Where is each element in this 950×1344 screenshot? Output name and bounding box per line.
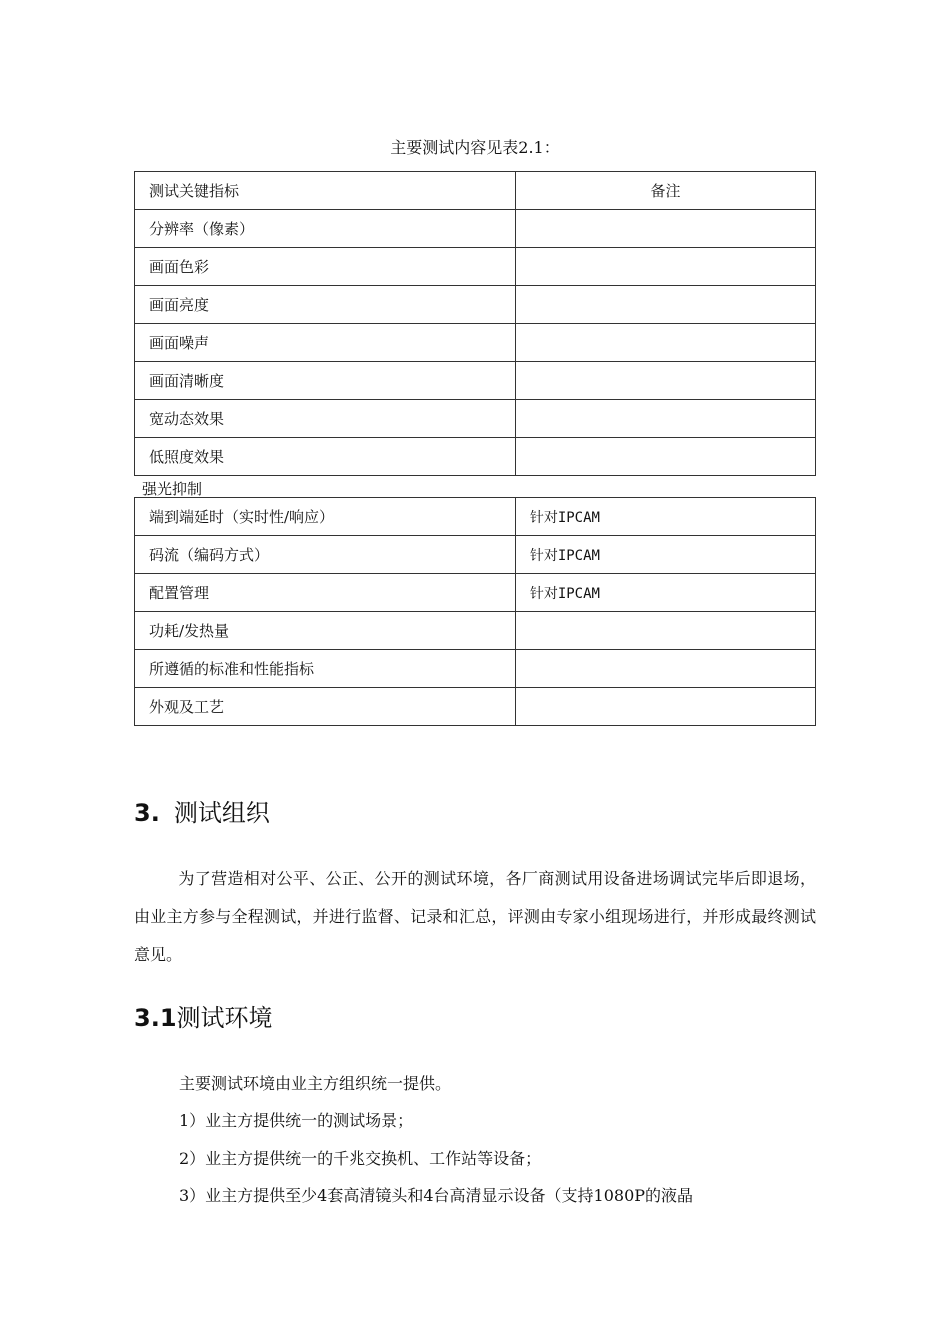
row-item: 配置管理 bbox=[135, 574, 516, 612]
list-item: 3）业主方提供至少4套高清镜头和4台高清显示设备（支持1080P的液晶 bbox=[179, 1186, 694, 1205]
table-row bbox=[135, 574, 816, 612]
table-row bbox=[135, 650, 816, 688]
table-header-row bbox=[135, 172, 816, 210]
row-item: 分辨率（像素） bbox=[135, 210, 516, 248]
row-note bbox=[515, 324, 815, 362]
table-row bbox=[135, 498, 816, 536]
row-note bbox=[515, 688, 815, 726]
row-note bbox=[515, 438, 815, 476]
table-row bbox=[135, 400, 816, 438]
row-note bbox=[515, 286, 815, 324]
section-3-1-heading bbox=[134, 998, 273, 1033]
list-item: 1）业主方提供统一的测试场景； bbox=[179, 1111, 414, 1130]
paragraph-text: 为了营造相对公平、公正、公开的测试环境，各厂商测试用设备进场调试完毕后即退场，由业主方参与全程测试，并进行监督、记录和汇总，评测由专家小组现场进行，并形成最终测试意见。 bbox=[134, 869, 816, 964]
table-row bbox=[135, 536, 816, 574]
row-item: 画面亮度 bbox=[135, 286, 516, 324]
table-row bbox=[135, 688, 816, 726]
row-note bbox=[515, 612, 815, 650]
row-item: 端到端延时（实时性/响应） bbox=[135, 498, 516, 536]
row-item: 画面色彩 bbox=[135, 248, 516, 286]
list-item: 2）业主方提供统一的千兆交换机、工作站等设备； bbox=[179, 1149, 542, 1168]
row-item: 外观及工艺 bbox=[135, 688, 516, 726]
table-row bbox=[135, 210, 816, 248]
section-3-heading bbox=[134, 793, 270, 828]
section-3-1-intro: 主要测试环境由业主方组织统一提供。 bbox=[179, 1074, 452, 1093]
row-item: 低照度效果 bbox=[135, 438, 516, 476]
test-items-table-continued bbox=[134, 497, 816, 726]
row-note: 针对IPCAM bbox=[515, 574, 815, 612]
loose-row-label: 强光抑制 bbox=[142, 480, 203, 498]
table-row bbox=[135, 324, 816, 362]
section-title: 测试组织 bbox=[173, 799, 270, 827]
row-note: 针对IPCAM bbox=[515, 498, 815, 536]
table-caption: 主要测试内容见表2.1： bbox=[390, 138, 560, 157]
section-number: 3.1 bbox=[134, 1004, 177, 1032]
row-note bbox=[515, 362, 815, 400]
row-note bbox=[515, 400, 815, 438]
row-note bbox=[515, 210, 815, 248]
row-note bbox=[515, 248, 815, 286]
row-item: 画面噪声 bbox=[135, 324, 516, 362]
table-row bbox=[135, 438, 816, 476]
row-item: 功耗/发热量 bbox=[135, 612, 516, 650]
test-items-table bbox=[134, 171, 816, 476]
row-note: 针对IPCAM bbox=[515, 536, 815, 574]
header-remarks: 备注 bbox=[515, 172, 815, 210]
row-item: 宽动态效果 bbox=[135, 400, 516, 438]
table-row bbox=[135, 612, 816, 650]
table-row bbox=[135, 248, 816, 286]
section-3-paragraph bbox=[134, 860, 816, 974]
section-title: 测试环境 bbox=[176, 1004, 273, 1032]
header-key-indicator: 测试关键指标 bbox=[135, 172, 516, 210]
row-item: 所遵循的标准和性能指标 bbox=[135, 650, 516, 688]
row-item: 画面清晰度 bbox=[135, 362, 516, 400]
section-number: 3. bbox=[134, 799, 160, 827]
row-note bbox=[515, 650, 815, 688]
table-row bbox=[135, 286, 816, 324]
table-row bbox=[135, 362, 816, 400]
row-item: 码流（编码方式） bbox=[135, 536, 516, 574]
